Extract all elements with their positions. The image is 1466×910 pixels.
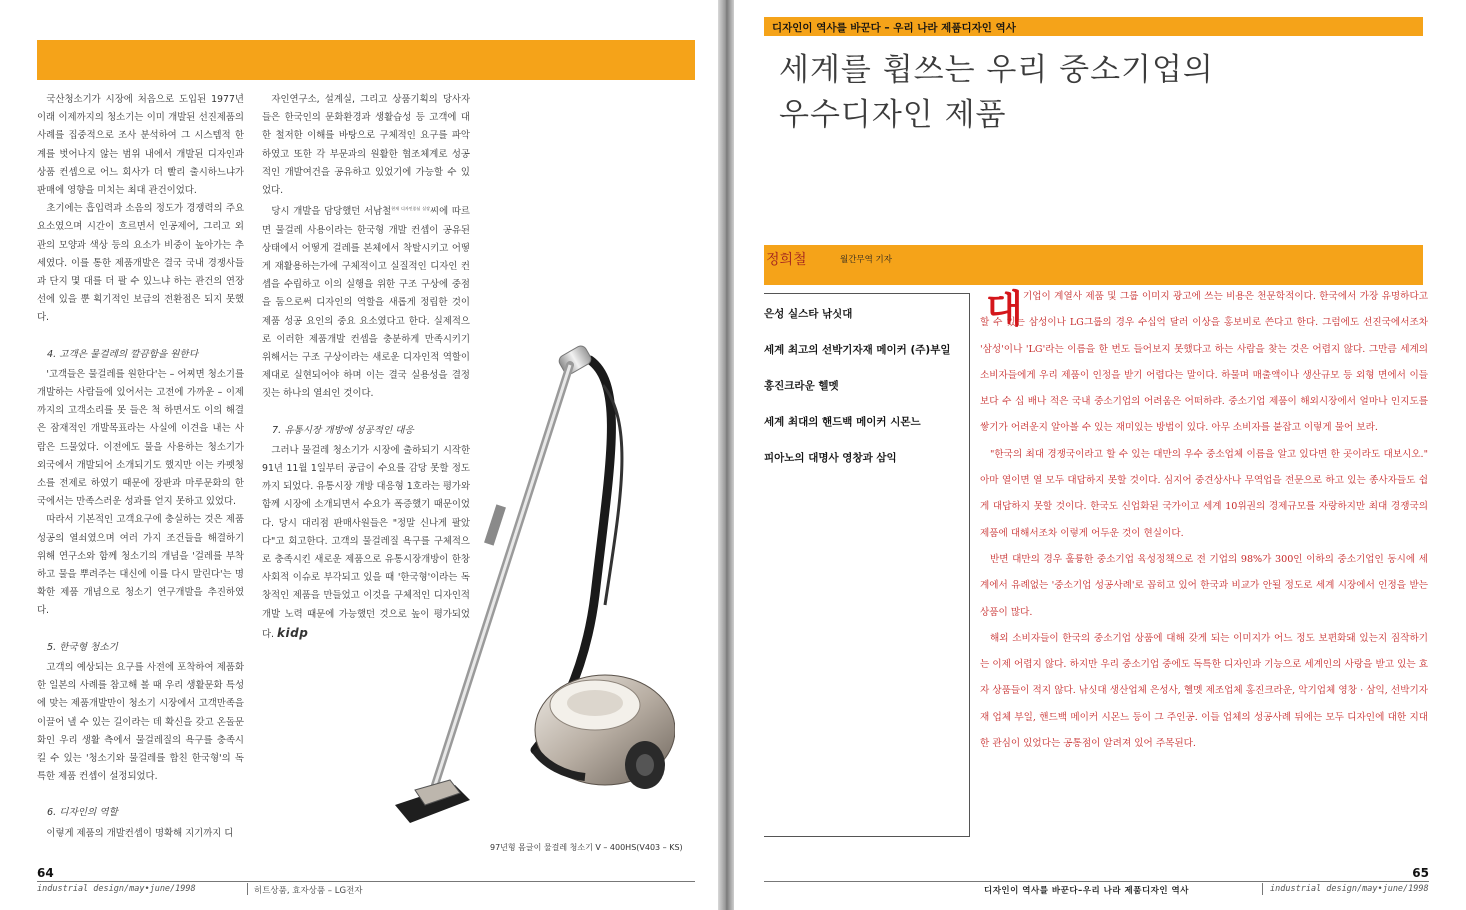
article-title-line2: 우수디자인 제품 [779, 97, 1007, 133]
subheading: 5. 한국형 청소기 [47, 641, 118, 653]
paragraph: 자인연구소, 설계실, 그리고 상품기획의 당사자들은 한국인의 문화환경과 생활습성 등 고객에 대한 철저한 이해를 바탕으로 구체적인 요구를 파악하였고 또한 각 부문과의 원활한 협조체계로 성공적인 개발여건을 공유하고 있었기에 가능할 수 있었다. [262, 94, 470, 197]
paragraph: 반면 대만의 경우 훌륭한 중소기업 육성정책으로 전 기업의 98%가 300인 이하의 중소기업인 동시에 세계에서 유례없는 '중소기업 성공사례'로 꼽히고 있어 한국과 비교가 안될 정도로 세계 시장에서 인정을 받는 상품이 많다. [980, 553, 1428, 618]
header-color-band [37, 40, 695, 80]
article-body [980, 284, 1428, 757]
page-number: 65 [1412, 866, 1429, 880]
page-gutter [718, 0, 734, 910]
subheading: 4. 고객은 물걸레의 깔끔함을 원한다 [47, 348, 199, 360]
paragraph-start: 당시 개발을 담당했던 서남철 [271, 206, 392, 218]
footer-separator [247, 883, 248, 895]
paragraph: "한국의 최대 경쟁국이라고 할 수 있는 대만의 우수 중소업체 이름을 알고 있다면 한 곳이라도 대보시오." 아마 열이면 열 모두 대답하지 못할 것이다. 심지어 중견상사나 무역업을 전문으로 하고 있는 종사자들도 쉽게 대답하지 못할 것이다. 한국도 신업화된 국가이고 세계 10위권의 경제규모를 자랑하지만 최대 경쟁국의 제품에 대해서조차 이렇게 어두운 것이 현실이다. [980, 448, 1428, 539]
paragraph: 기업이 계열사 제품 및 그룹 이미지 광고에 쓰는 비용은 천문학적이다. 한국에서 가장 유명하다고 할 수 있는 삼성이나 LG그룹의 경우 수십억 달러 이상을 홍보비로 쓴다고 한다. 그럼에도 선진국에서조차 '삼성'이나 'LG'라는 이름을 한 번도 들어보지 못했다고 하는 사람을 찾는 것은 어렵지 않다. 그만큼 세계의 소비자들에게 우리 제품이 인정을 받기 어렵다는 말이다. 하물며 매출액이나 생산규모 등 외형 면에서 이들보다 수 십 배나 적은 국내 중소기업의 어려움은 어떠하랴. 중소기업 제품이 해외시장에서 얼마나 인지도를 쌓기가 어려운지 알아볼 수 있는 재미있는 방법이 있다. 아무 소비자를 붙잡고 이렇게 물어 보라. [980, 291, 1428, 434]
footer-separator [1262, 883, 1263, 895]
toc-item: 세계 최대의 핸드백 메이커 시몬느 [764, 416, 921, 428]
paragraph: 해외 소비자들이 한국의 중소기업 상품에 대해 갖게 되는 이미지가 어느 정도 보편화돼 있는지 짐작하기는 이제 어렵지 않다. 하지만 우리 중소기업 중에도 독특한 디자인과 기능으로 세계인의 사랑을 받고 있는 효자 상품들이 적지 않다. 낚싯대 생산업체 은성사, 헬멧 제조업체 홍진크라운, 악기업체 영창 · 삼익, 선박기자재 업체 부일, 핸드백 메이커 시몬느 등이 그 주인공. 이들 업체의 성공사례 뒤에는 모두 디자인에 대한 지대한 관심이 있었다는 공통점이 알려져 있어 주목된다. [980, 632, 1428, 750]
subheading: 6. 디자인의 역할 [47, 807, 118, 819]
section-footer: 디자인이 역사를 바꾼다–우리 나라 제품디자인 역사 [984, 886, 1189, 896]
paragraph: 이렇게 제품의 개발컨셉이 명확해 지기까지 디 [46, 827, 234, 839]
paragraph: 초기에는 흡입력과 소음의 정도가 경쟁력의 주요 요소였으며 시간이 흐르면서 인공제어, 그리고 외관의 모양과 색상 등의 요소가 비중이 높아가는 추세였다. 이를 통한 제품개발은 결국 국내 경쟁사들과 단지 몇 대를 더 팔 수 있느냐 하는 관건의 연장선에 있을 뿐 획기적인 보급의 전환점은 되지 못했다. [37, 203, 244, 324]
page-number: 64 [37, 866, 54, 880]
contents-box [764, 293, 970, 837]
series-title: 디자인이 역사를 바꾼다 – 우리 나라 제품디자인 역사 [772, 22, 1016, 34]
text-column-1 [37, 91, 244, 843]
paragraph: '고객들은 물걸레를 원한다'는 – 어찌면 청소기를 개발하는 사람들에 있어서는 고전에 가까운 – 이제까지의 고객소리를 못 들은 척 하면서도 이의 해결은 잠재적인 개발목표라는 사실에 이견을 내는 사람은 드물었다. 이전에도 물을 사용하는 청소기가 외국에서 개발되어 소개되기도 했지만 이는 카펫청소를 전제로 하였기 때문에 장판과 마루문화의 한국에서는 만족스러운 성과를 얻지 못하고 있었다. [37, 368, 244, 508]
magazine-footer: industrial design/may•june/1998 [1270, 884, 1429, 894]
toc-item: 세계 최고의 선박기자재 메이커 (주)부일 [764, 344, 951, 356]
paragraph: 국산청소기가 시장에 처음으로 도입된 1977년 이래 이제까지의 청소기는 이미 개발된 선진제품의 사례를 집중적으로 조사 분석하여 그 시스템적 한계를 벗어나지 않는 범위 내에서 개발된 디자인과 상품 컨셉으로 어느 회사가 더 빨리 출시하느냐가 판매에 영향을 미치는 최대 관건이었다. [37, 94, 244, 197]
left-page [0, 0, 718, 910]
vacuum-cleaner-image [395, 345, 675, 835]
paragraph-rest: 씨에 따르면 물걸레 사용이라는 한국형 개발 컨셉이 공유된 상태에서 어떻게 걸레를 본체에서 착탈시키고 어떻게 재활용하는가에 구체적이고 실질적인 디자인 컨셉을 수립하고 이의 실행을 위한 구조 구상에 중점을 둠으로써 디자인의 역할을 새롭게 정립한 것이 제품 성공 요인의 중요 요소였다고 한다. 실제적으로 이러한 제품개발 컨셉을 충분하게 만족시키기 위해서는 구조 구상이라는 새로운 디자인적 역할이 제대로 실현되어야 하며 이는 결국 실용성을 결정 짓는 하나의 열쇠인 것이다. [262, 206, 470, 400]
paragraph: 따라서 기본적인 고객요구에 충실하는 것은 제품성공의 열쇠였으며 여러 가지 조건들을 해결하기 위해 연구소와 함께 청소기의 개념을 '걸레를 부착하고 물을 뿌려주는 대신에 이를 다시 말린다'는 명확한 제품 개념으로 청소기 연구개발을 추진하였다. [37, 514, 244, 617]
kidp-signoff: kidp [277, 625, 309, 640]
article-title-line1: 세계를 휩쓰는 우리 중소기업의 [779, 52, 1214, 88]
image-caption: 97년형 몸글이 물걸레 청소기 V – 400HS(V403 – KS) [490, 843, 683, 852]
toc-item: 은성 실스타 낚싯대 [764, 308, 853, 320]
paragraph-text: 그러나 물걸레 청소기가 시장에 출하되기 시작한 91년 11월 1일부터 공급이 수요를 감당 못할 정도까지 되었다. 유통시장 개방 대응형 1호라는 평가와 함께 시장에 소개되면서 수요가 폭증했기 때문이었다. 당시 대리점 판매사원들은 "정말 신나게 팔았다"고 회고한다. 고객의 물걸레질 욕구를 구체적으로 충족시킨 새로운 제품으로 유통시장개방이 한창 사회적 이슈로 부각되고 있을 때 '한국형'이라는 독창적인 제품을 만들었고 이것을 구체적인 디자인적 개발 노력 때문에 가능했던 것으로 높이 평가되었다. [262, 444, 470, 640]
magazine-footer: industrial design/may•june/1998 [37, 884, 196, 894]
footer-rule [764, 881, 1429, 882]
drop-cap: 대 [986, 286, 1023, 331]
series-title-bar [764, 17, 1423, 36]
footer-rule [37, 881, 695, 882]
paragraph: 고객의 예상되는 요구를 사전에 포착하여 제품화한 일본의 사례를 참고해 볼 때 우리 생활문화 특성에 맞는 제품개발만이 청소기 시장에서 고객만족을 이끌어 낼 수 있는 길이라는 데 확신을 갖고 온돌문화인 우리 생활 측에서 물걸레질의 욕구를 충족시킬 수 있는 '청소기와 물걸레를 합친 한국형'의 독특한 제품 컨셉이 설정되었다. [37, 661, 244, 783]
author-bar [764, 245, 1423, 285]
right-page [734, 0, 1466, 910]
author-role: 월간무역 기자 [840, 255, 892, 265]
toc-item: 피아노의 대명사 영창과 삼익 [764, 452, 897, 464]
author-name: 정희철 [766, 252, 807, 268]
toc-item: 홍진크라운 헬멧 [764, 380, 839, 392]
superscript-note: 현재 디자인종심 실장 [391, 206, 431, 212]
section-footer: 히트상품, 효자상품 – LG전자 [254, 886, 363, 896]
subheading: 7. 유통시장 개방에 성공적인 대응 [272, 424, 414, 436]
